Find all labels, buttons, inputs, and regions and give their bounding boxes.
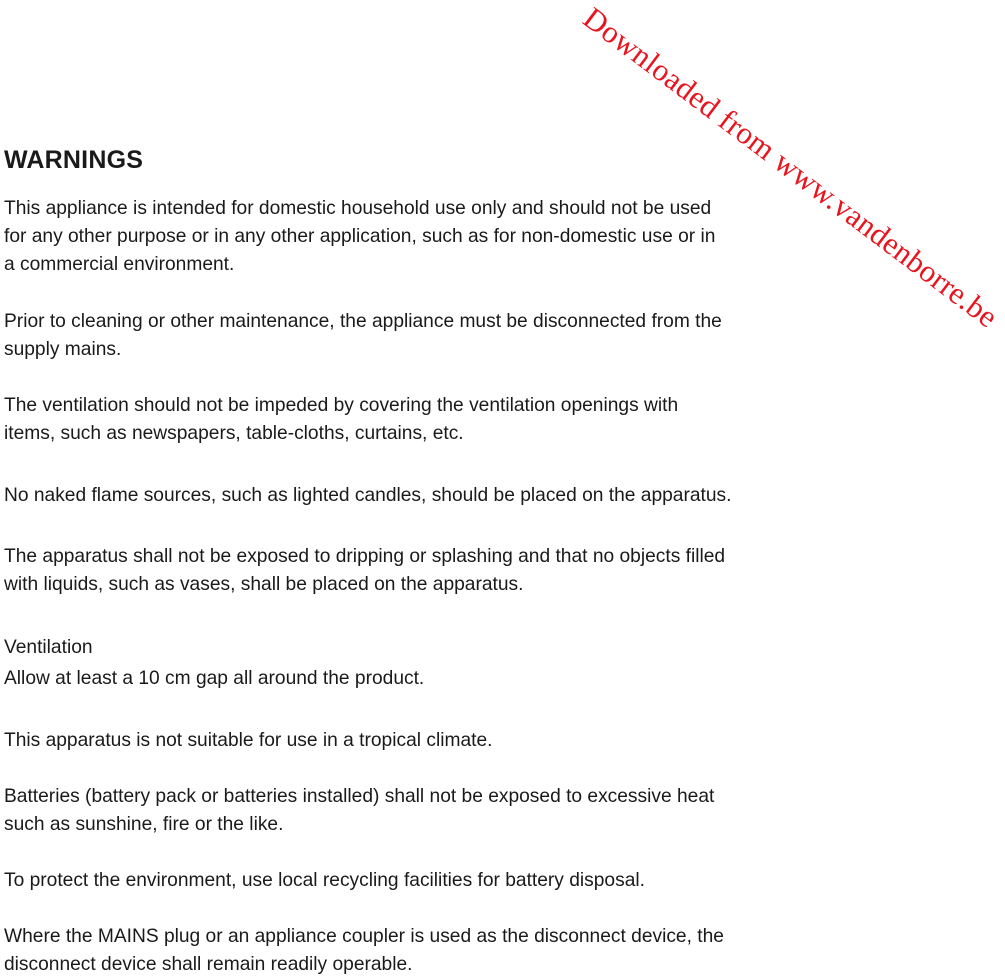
paragraph-line: Ventilation [4, 637, 93, 658]
paragraph-line: No naked flame sources, such as lighted candles, should be placed on the apparatus. [4, 485, 732, 506]
ventilation-subheading [4, 634, 824, 662]
paragraph-cleaning [4, 308, 824, 364]
paragraph-batteries-heat [4, 783, 824, 839]
paragraph-naked-flame [4, 482, 824, 510]
paragraph-ventilation-openings [4, 392, 824, 448]
paragraph-line: a commercial environment. [4, 254, 235, 275]
paragraph-line: for any other purpose or in any other application, such as for non-domestic use or in [4, 226, 716, 247]
paragraph-domestic-use [4, 195, 824, 279]
paragraph-line: Allow at least a 10 cm gap all around the product. [4, 668, 425, 689]
paragraph-tropical-climate [4, 727, 824, 755]
paragraph-recycling [4, 867, 824, 895]
paragraph-line: Batteries (battery pack or batteries installed) shall not be exposed to excessive heat [4, 786, 715, 807]
paragraph-line: supply mains. [4, 339, 122, 360]
paragraph-line: such as sunshine, fire or the like. [4, 814, 284, 835]
paragraph-line: The ventilation should not be impeded by covering the ventilation openings with [4, 395, 679, 416]
warnings-heading: WARNINGS [4, 146, 144, 174]
paragraph-line: Where the MAINS plug or an appliance coupler is used as the disconnect device, the [4, 926, 724, 947]
paragraph-line: disconnect device shall remain readily operable. [4, 954, 413, 975]
paragraph-line: The apparatus shall not be exposed to dripping or splashing and that no objects filled [4, 546, 726, 567]
paragraph-dripping [4, 543, 824, 599]
paragraph-line: with liquids, such as vases, shall be placed on the apparatus. [4, 574, 524, 595]
paragraph-line: This apparatus is not suitable for use in a tropical climate. [4, 730, 493, 751]
paragraph-line: To protect the environment, use local recycling facilities for battery disposal. [4, 870, 645, 891]
download-watermark: Downloaded from www.vandenborre.be [576, 0, 1005, 335]
paragraph-disconnect-device [4, 923, 824, 979]
paragraph-line: Prior to cleaning or other maintenance, the appliance must be disconnected from the [4, 311, 722, 332]
paragraph-line: items, such as newspapers, table-cloths, curtains, etc. [4, 423, 464, 444]
paragraph-gap [4, 665, 824, 693]
paragraph-line: This appliance is intended for domestic household use only and should not be used [4, 198, 712, 219]
